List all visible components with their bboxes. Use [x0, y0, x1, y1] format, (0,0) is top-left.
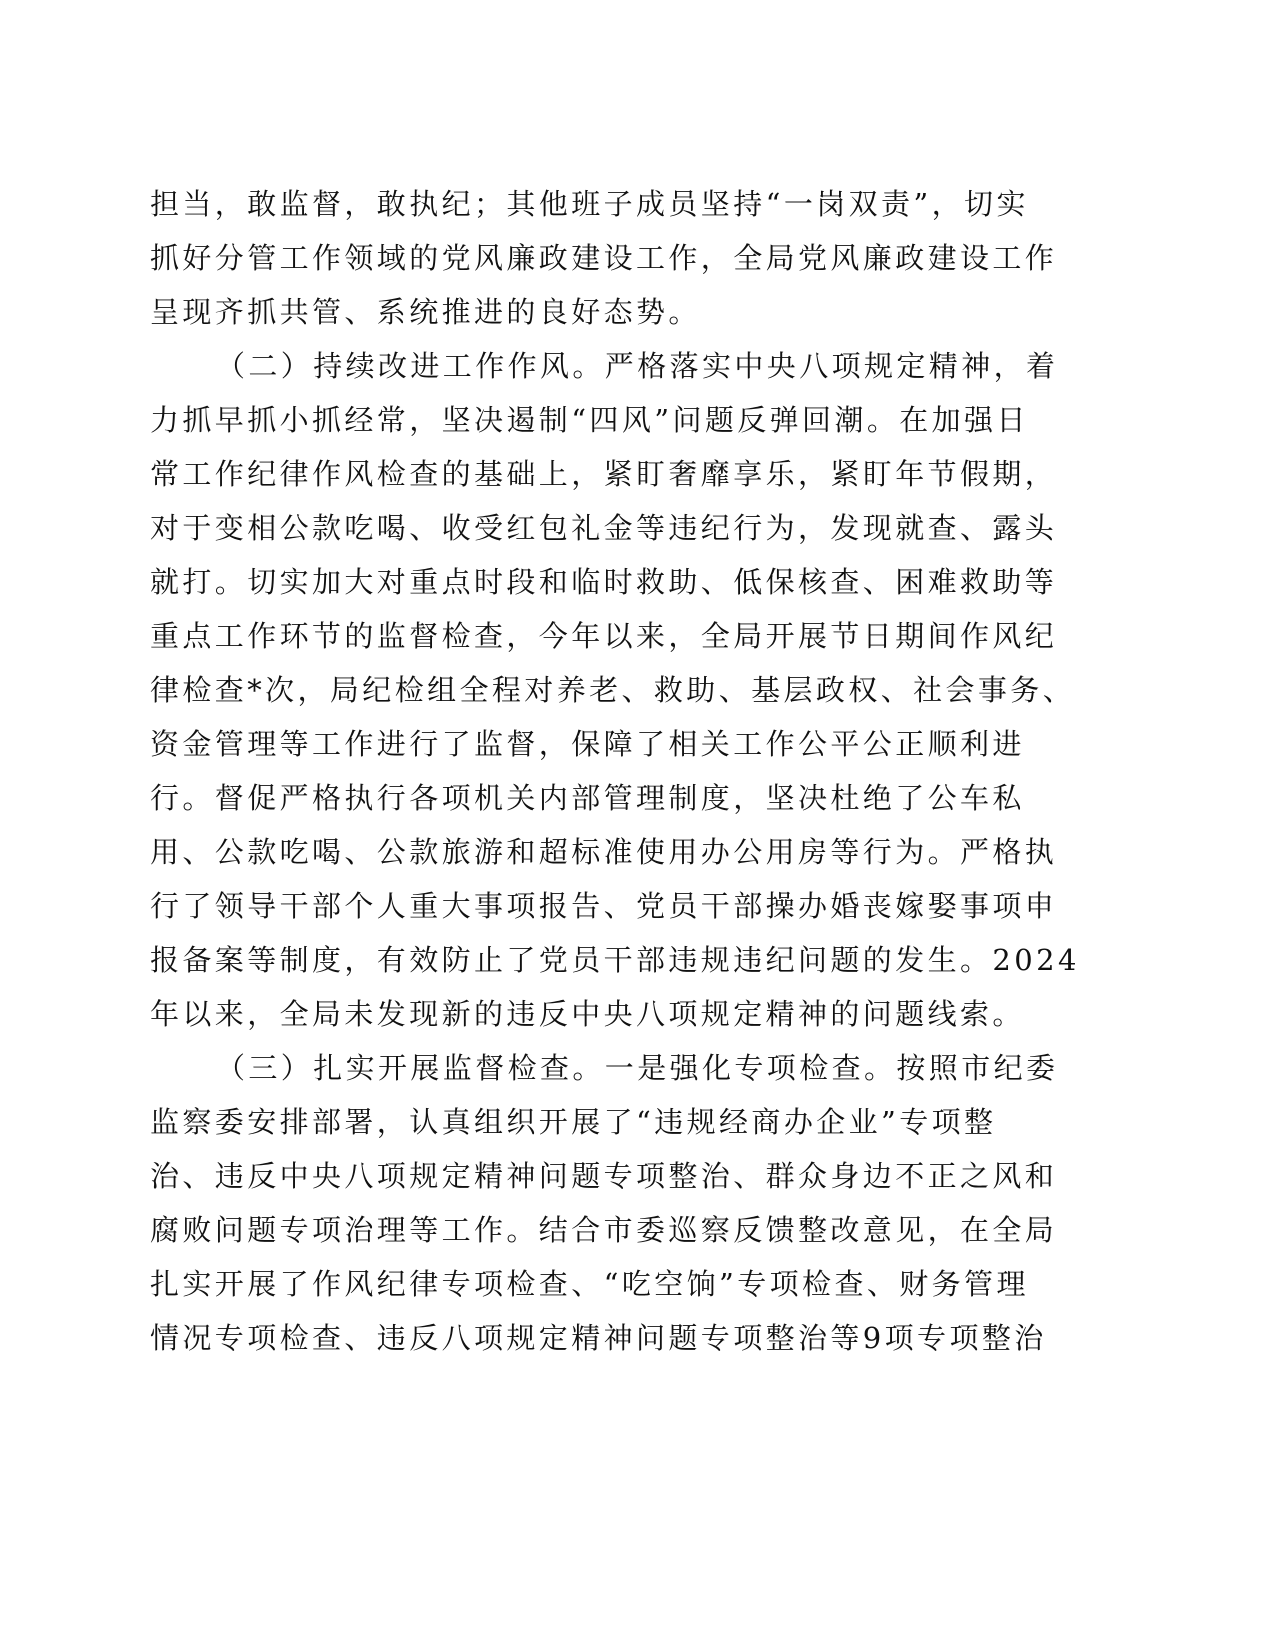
- text-line: 扎实开展了作风纪律专项检查、“吃空饷”专项检查、财务管理: [150, 1267, 1029, 1301]
- text-line: 腐败问题专项治理等工作。结合市委巡察反馈整改意见，在全局: [150, 1213, 1058, 1247]
- text-line: 抓好分管工作领域的党风廉政建设工作，全局党风廉政建设工作: [150, 241, 1058, 275]
- text-line: 力抓早抓小抓经常，坚决遏制“四风”问题反弹回潮。在加强日: [150, 403, 1029, 437]
- text-line: 资金管理等工作进行了监督，保障了相关工作公平公正顺利进: [150, 727, 1025, 761]
- body-text: [150, 177, 1150, 1365]
- text-line: 常工作纪律作风检查的基础上，紧盯奢靡享乐，紧盯年节假期，: [150, 457, 1058, 491]
- text-line: 行。督促严格执行各项机关内部管理制度，坚决杜绝了公车私: [150, 781, 1025, 815]
- text-line: 治、违反中央八项规定精神问题专项整治、群众身边不正之风和: [150, 1159, 1058, 1193]
- text-line: 呈现齐抓共管、系统推进的良好态势。: [150, 295, 701, 329]
- text-line: 重点工作环节的监督检查，今年以来，全局开展节日期间作风纪: [150, 619, 1058, 653]
- text-line: 情况专项检查、违反八项规定精神问题专项整治等9项专项整治: [150, 1321, 1047, 1355]
- text-line: 行了领导干部个人重大事项报告、党员干部操办婚丧嫁娶事项申: [150, 889, 1058, 923]
- text-line: 年以来，全局未发现新的违反中央八项规定精神的问题线索。: [150, 997, 1025, 1031]
- section-heading-line: （三）扎实开展监督检查。一是强化专项检查。按照市纪委: [216, 1051, 1059, 1085]
- text-line: 报备案等制度，有效防止了党员干部违规违纪问题的发生。2024: [150, 943, 1080, 977]
- text-line: 用、公款吃喝、公款旅游和超标准使用办公用房等行为。严格执: [150, 835, 1058, 869]
- text-line: 就打。切实加大对重点时段和临时救助、低保核查、困难救助等: [150, 565, 1058, 599]
- section-heading-line: （二）持续改进工作作风。严格落实中央八项规定精神，着: [216, 349, 1059, 383]
- text-line: 律检查*次，局纪检组全程对养老、救助、基层政权、社会事务、: [150, 673, 1076, 707]
- text-line: 担当，敢监督，敢执纪；其他班子成员坚持“一岗双责”，切实: [150, 187, 1029, 221]
- text-line: 监察委安排部署，认真组织开展了“违规经商办企业”专项整: [150, 1105, 997, 1139]
- text-line: 对于变相公款吃喝、收受红包礼金等违纪行为，发现就查、露头: [150, 511, 1058, 545]
